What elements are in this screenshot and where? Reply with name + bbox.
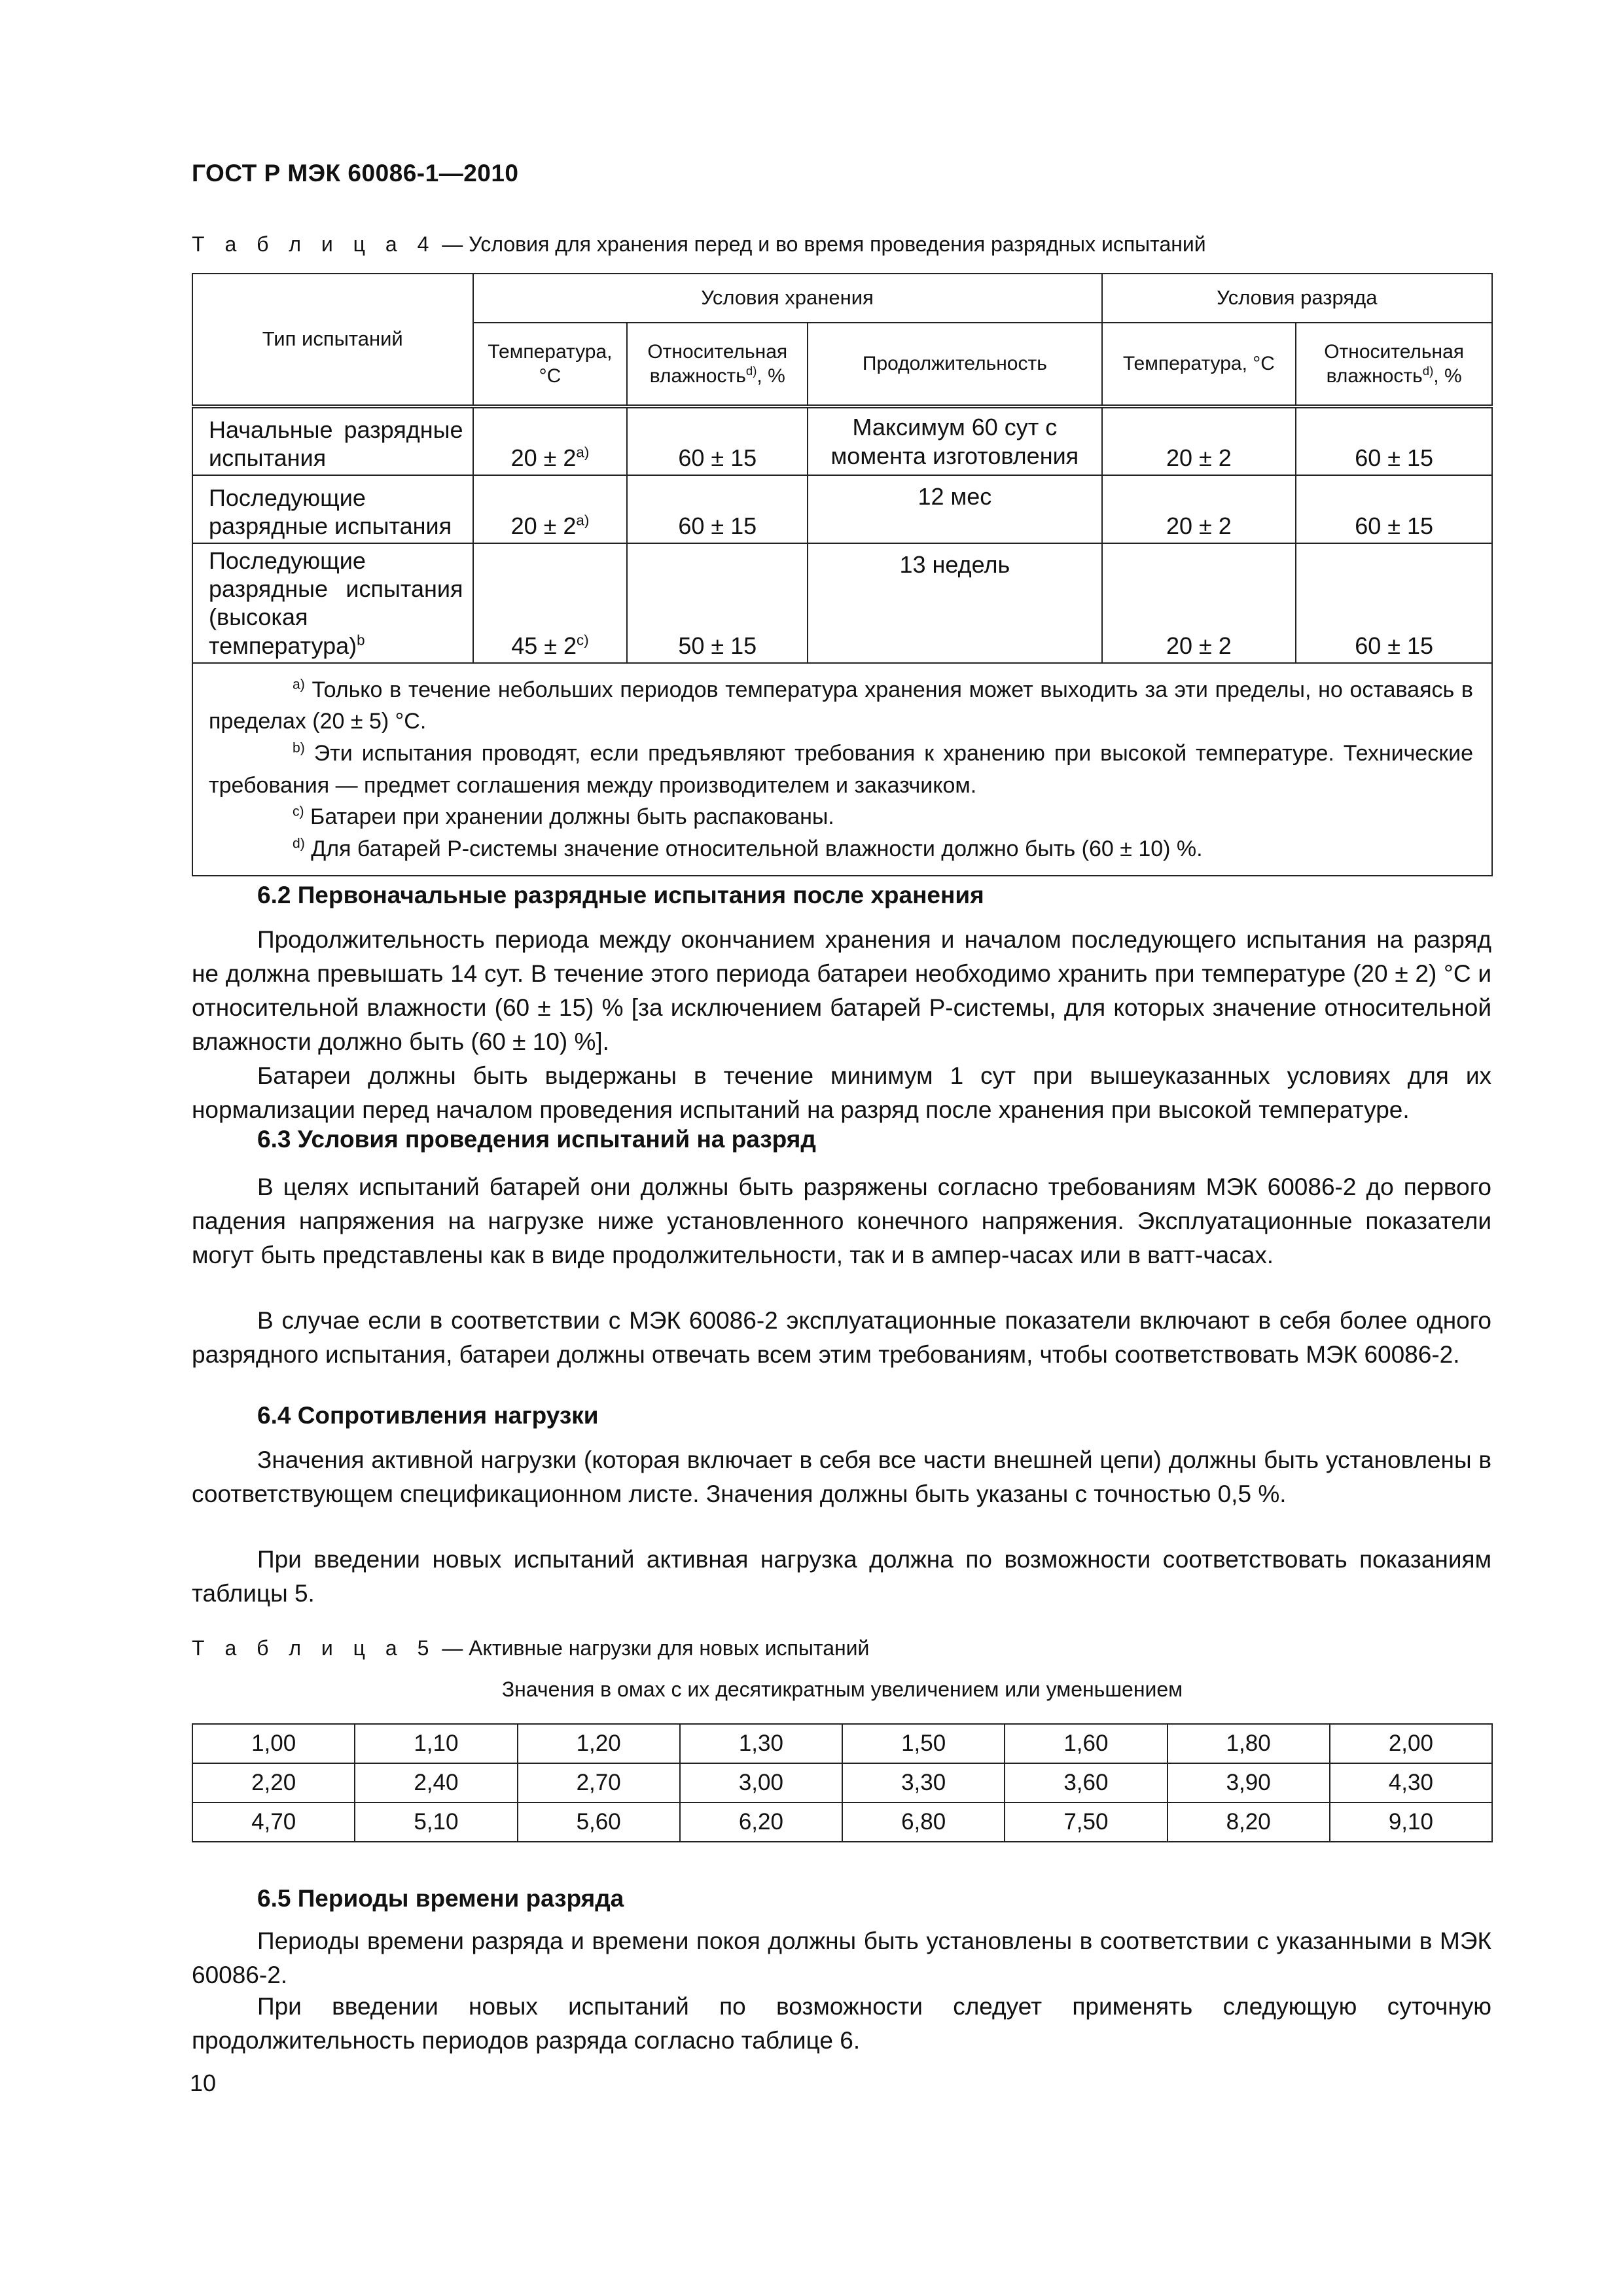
- group-header-discharge: Условия разряда: [1102, 274, 1492, 323]
- section-heading-6-2: 6.2 Первоначальные разрядные испытания после хранения: [257, 882, 984, 908]
- table4-footnotes: [192, 663, 1492, 876]
- table-row: 2,20 2,40 2,70 3,00 3,30 3,60 3,90 4,30: [192, 1763, 1492, 1803]
- footnote: $^{d)}$ Для батарей P-системы значение относительной влажности должно быть (60 ± 10) %.: [293, 836, 1203, 861]
- section-heading-6-5: 6.5 Периоды времени разряда: [257, 1885, 624, 1912]
- col-header-storage-rh: Относительная влажность$^{d)}$, %: [627, 323, 808, 406]
- table4-title: — Условия для хранения перед и во время проведения разрядных испытаний: [436, 232, 1206, 256]
- document-header: ГОСТ Р МЭК 60086-1—2010: [192, 160, 519, 187]
- paragraph: В случае если в соответствии с МЭК 60086-2 эксплуатационные показатели включают в себя более одного разрядного испытания, батареи должны отвечать всем этим требованиям, чтобы соответствовать МЭК 60086-2.: [192, 1307, 1491, 1368]
- storage-conditions-table: [192, 273, 1493, 876]
- paragraph: Значения активной нагрузки (которая включает в себя все части внешней цепи) должны быть установлены в соответствующем спецификационном листе. Значения должны быть указаны с точностью 0,5 %.: [192, 1446, 1491, 1507]
- table-row: Начальные разрядные испытания $20 \pm 2^{a)}$ 60 ± 15 Максимум 60 сут с момента изготовления 20 ± 2 60 ± 15: [192, 406, 1492, 475]
- table-row: Последующие разрядные испытания (высокая температура)$^b$ $45 \pm 2^{c)}$ 50 ± 15 13 недель 20 ± 2 60 ± 15: [192, 543, 1492, 663]
- load-resistance-table: [192, 1723, 1493, 1842]
- table-row: 4,70 5,10 5,60 6,20 6,80 7,50 8,20 9,10: [192, 1803, 1492, 1842]
- table4-caption: [192, 232, 1206, 257]
- col-header-discharge-rh: Относительная влажность$^{d)}$, %: [1296, 323, 1492, 406]
- paragraph: Периоды времени разряда и времени покоя должны быть установлены в соответствии с указанными в МЭК 60086-2.: [192, 1928, 1491, 1988]
- table5-subtitle: Значения в омах с их десятикратным увеличением или уменьшением: [501, 1677, 1183, 1701]
- table5-label: Т а б л и ц а 5: [192, 1636, 437, 1660]
- table-row: Последующие разрядные испытания $20 \pm 2^{a)}$ 60 ± 15 12 мес 20 ± 2 60 ± 15: [192, 475, 1492, 543]
- table5-caption: [192, 1636, 869, 1660]
- footnote: $^{b)}$ Эти испытания проводят, если предъявляют требования к хранению при высокой температуре. Технические требования — предмет соглашения между производителем и заказчиком.: [209, 740, 1473, 798]
- table-row: 1,00 1,10 1,20 1,30 1,50 1,60 1,80 2,00: [192, 1724, 1492, 1763]
- col-header-discharge-temp: Температура, °C: [1102, 323, 1296, 406]
- footnote: $^{c)}$ Батареи при хранении должны быть распакованы.: [293, 804, 834, 830]
- col-header-test-type: Тип испытаний: [192, 274, 473, 406]
- section-heading-6-3: 6.3 Условия проведения испытаний на разряд: [257, 1126, 816, 1153]
- section-heading-6-4: 6.4 Сопротивления нагрузки: [257, 1402, 599, 1429]
- group-header-storage: Условия хранения: [473, 274, 1102, 323]
- page-number: 10: [190, 2070, 217, 2096]
- footnote: $^{a)}$ Только в течение небольших периодов температура хранения может выходить за эти пределы, но оставаясь в пределах (20 ± 5) °C.: [209, 677, 1473, 734]
- paragraph: При введении новых испытаний активная нагрузка должна по возможности соответствовать показаниям таблицы 5.: [192, 1546, 1491, 1607]
- paragraph: Батареи должны быть выдержаны в течение минимум 1 сут при вышеуказанных условиях для их нормализации перед началом проведения испытаний на разряд после хранения при высокой температуре.: [192, 1062, 1491, 1123]
- paragraph: При введении новых испытаний по возможности следует применять следующую суточную продолжительность периодов разряда согласно таблице 6.: [192, 1993, 1491, 2054]
- col-header-duration: Продолжительность: [808, 323, 1101, 406]
- table4-label: Т а б л и ц а 4: [192, 232, 437, 256]
- table5-title: — Активные нагрузки для новых испытаний: [436, 1636, 870, 1660]
- paragraph: В целях испытаний батарей они должны быть разряжены согласно требованиям МЭК 60086-2 до первого падения напряжения на нагрузке ниже установленного конечного напряжения. Эксплуатационные показатели могут быть представлены как в виде продолжительности, так и в ампер-часах или в ватт-часах.: [192, 1174, 1491, 1268]
- col-header-storage-temp: Температура, °C: [473, 323, 628, 406]
- paragraph: Продолжительность периода между окончанием хранения и началом последующего испытания на разряд не должна превышать 14 сут. В течение этого периода батареи необходимо хранить при температуре (20 ± 2) °C и относительной влажности (60 ± 15) % [за исключением батарей P-системы, для которых значение относительной влажности должно быть (60 ± 10) %].: [192, 926, 1491, 1055]
